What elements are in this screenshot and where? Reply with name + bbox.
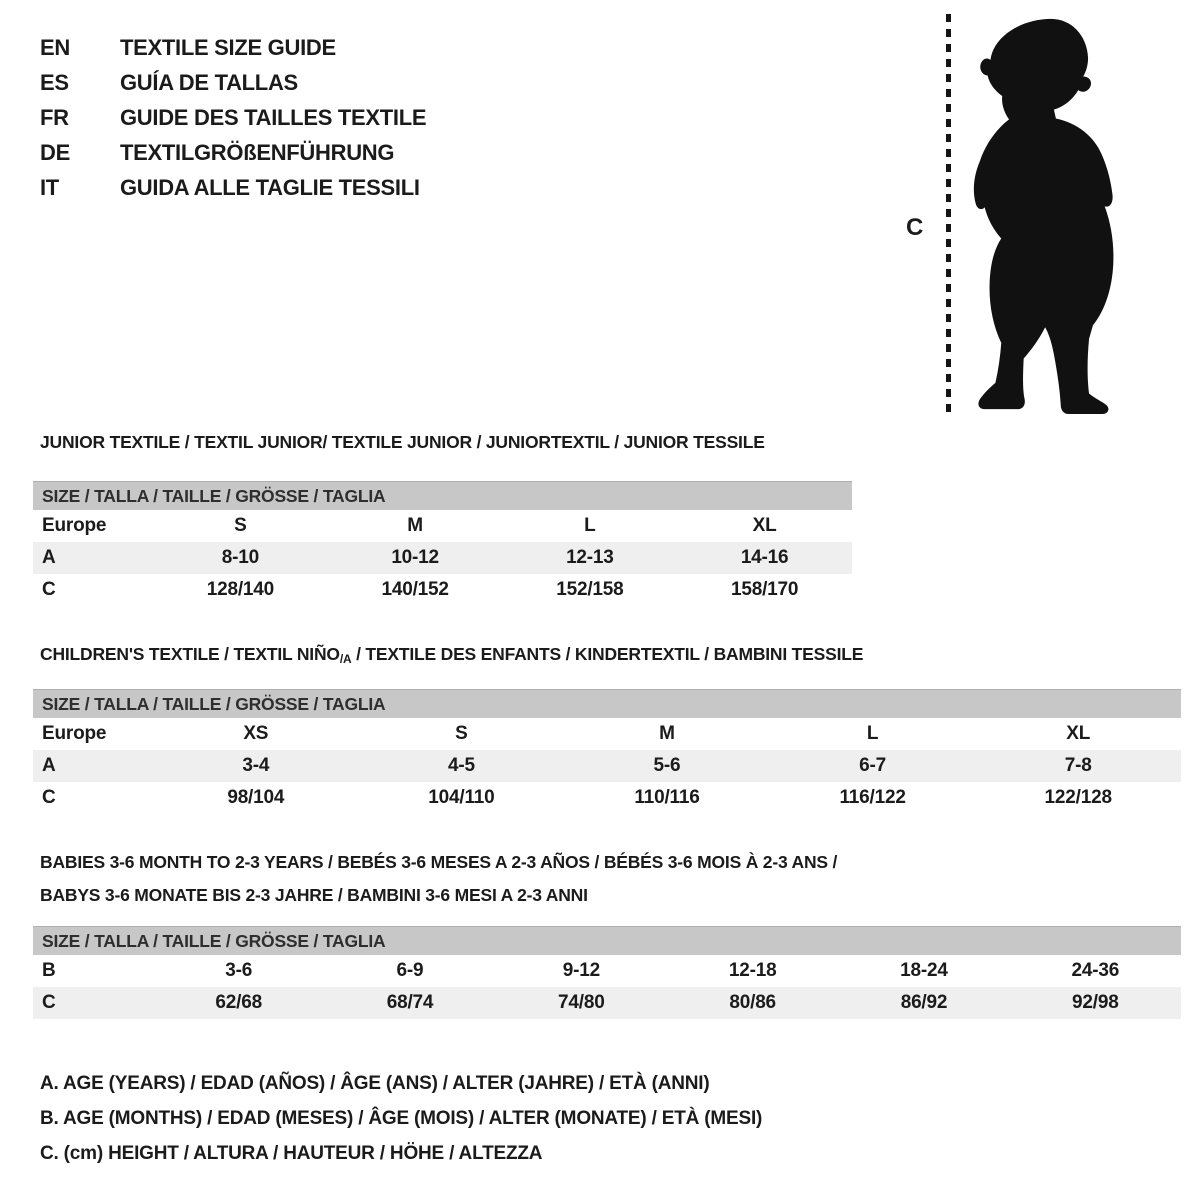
row-label: Europe [42, 723, 107, 744]
size-cell: XL [1066, 723, 1091, 744]
age-cell: 10-12 [391, 547, 439, 568]
heading-text: CHILDREN'S TEXTILE / TEXTIL NIÑO [40, 644, 340, 664]
heading-line-2: BABYS 3-6 MONATE BIS 2-3 JAHRE / BAMBINI 3-6 MESI A 2-3 ANNI [40, 885, 588, 905]
lang-row-es [40, 65, 426, 100]
months-cell: 24-36 [1071, 960, 1120, 981]
months-cell: 9-12 [562, 960, 600, 981]
size-cell: M [659, 723, 675, 744]
table-row-months [33, 955, 1181, 987]
row-label: C [42, 787, 56, 808]
age-cell: 12-13 [566, 547, 614, 568]
footnote-b: B. AGE (MONTHS) / EDAD (MESES) / ÂGE (MOIS) / ALTER (MONATE) / ETÀ (MESI) [40, 1108, 763, 1129]
lang-row-de [40, 135, 426, 170]
language-title-list [40, 30, 426, 205]
age-cell: 6-7 [859, 755, 887, 776]
table-header-bar: SIZE / TALLA / TAILLE / GRÖSSE / TAGLIA [33, 481, 852, 510]
section-heading-babies [40, 846, 837, 912]
heading-subscript: /A [339, 652, 352, 666]
row-label: C [42, 992, 56, 1013]
height-cell: 158/170 [730, 579, 799, 600]
toddler-silhouette-icon [958, 16, 1144, 416]
lang-title: TEXTILGRÖßENFÜHRUNG [120, 140, 395, 165]
height-cell: 116/122 [839, 787, 906, 808]
size-cell: M [407, 515, 423, 536]
lang-code: EN [40, 35, 70, 60]
table-row-age [33, 750, 1181, 782]
height-cell: 110/116 [634, 787, 700, 808]
lang-code: DE [40, 140, 70, 165]
table-row-age [33, 542, 852, 574]
age-cell: 14-16 [740, 547, 789, 568]
size-cell: L [866, 723, 879, 744]
lang-code: FR [40, 105, 69, 130]
lang-row-it [40, 170, 426, 205]
months-cell: 3-6 [225, 960, 253, 981]
age-cell: 8-10 [221, 547, 259, 568]
height-cell: 80/86 [729, 992, 776, 1013]
age-cell: 5-6 [653, 755, 681, 776]
lang-row-fr [40, 100, 426, 135]
section-heading-junior: JUNIOR TEXTILE / TEXTIL JUNIOR/ TEXTILE JUNIOR / JUNIORTEXTIL / JUNIOR TESSILE [40, 432, 765, 452]
months-cell: 12-18 [728, 960, 777, 981]
row-label: A [42, 547, 56, 568]
table-row-height [33, 782, 1181, 814]
lang-title: GUÍA DE TALLAS [120, 70, 298, 95]
months-cell: 6-9 [396, 960, 424, 981]
table-row-europe [33, 510, 852, 542]
footnote-c: C. (cm) HEIGHT / ALTURA / HAUTEUR / HÖHE / ALTEZZA [40, 1143, 543, 1164]
lang-title: TEXTILE SIZE GUIDE [120, 35, 336, 60]
height-cell: 98/104 [227, 787, 285, 808]
table-row-height [33, 574, 852, 606]
row-label: B [42, 960, 56, 981]
lang-row-en [40, 30, 426, 65]
lang-title: GUIDE DES TAILLES TEXTILE [120, 105, 427, 130]
age-cell: 7-8 [1064, 755, 1092, 776]
size-table-babies [33, 926, 1181, 1019]
height-cell: 68/74 [386, 992, 434, 1013]
row-label: A [42, 755, 56, 776]
age-cell: 3-4 [242, 755, 270, 776]
size-cell: S [455, 723, 468, 744]
height-cell: 122/128 [1044, 787, 1112, 808]
lang-code: ES [40, 70, 69, 95]
lang-code: IT [40, 175, 59, 200]
height-cell: 74/80 [558, 992, 605, 1013]
row-label: C [42, 579, 56, 600]
size-cell: XL [752, 515, 777, 536]
height-cell: 128/140 [206, 579, 275, 600]
row-label: Europe [42, 515, 107, 536]
footnotes [40, 1066, 762, 1171]
height-cell: 104/110 [428, 787, 495, 808]
size-cell: L [584, 515, 596, 536]
height-cell: 92/98 [1072, 992, 1119, 1013]
size-table-junior [33, 481, 852, 606]
height-cell: 152/158 [556, 579, 624, 600]
size-cell: S [234, 515, 247, 536]
table-row-europe [33, 718, 1181, 750]
age-cell: 4-5 [447, 755, 475, 776]
heading-line-1: BABIES 3-6 MONTH TO 2-3 YEARS / BEBÉS 3-6 MESES A 2-3 AÑOS / BÉBÉS 3-6 MOIS À 2-3 ANS / [40, 852, 838, 872]
height-measure-dashed-line [946, 14, 951, 418]
size-cell: XS [243, 723, 269, 744]
height-cell: 62/68 [215, 992, 262, 1013]
heading-text: / TEXTILE DES ENFANTS / KINDERTEXTIL / BAMBINI TESSILE [351, 644, 864, 664]
months-cell: 18-24 [900, 960, 948, 981]
lang-title: GUIDA ALLE TAGLIE TESSILI [120, 175, 420, 200]
table-row-height [33, 987, 1181, 1019]
table-header-bar: SIZE / TALLA / TAILLE / GRÖSSE / TAGLIA [33, 926, 1181, 955]
table-header-bar: SIZE / TALLA / TAILLE / GRÖSSE / TAGLIA [33, 689, 1181, 718]
height-cell: 86/92 [900, 992, 948, 1013]
measure-label-c: C [906, 214, 924, 241]
footnote-a: A. AGE (YEARS) / EDAD (AÑOS) / ÂGE (ANS) / ALTER (JAHRE) / ETÀ (ANNI) [40, 1073, 710, 1094]
height-cell: 140/152 [381, 579, 449, 600]
size-table-children [33, 689, 1181, 814]
section-heading-children [40, 644, 863, 665]
